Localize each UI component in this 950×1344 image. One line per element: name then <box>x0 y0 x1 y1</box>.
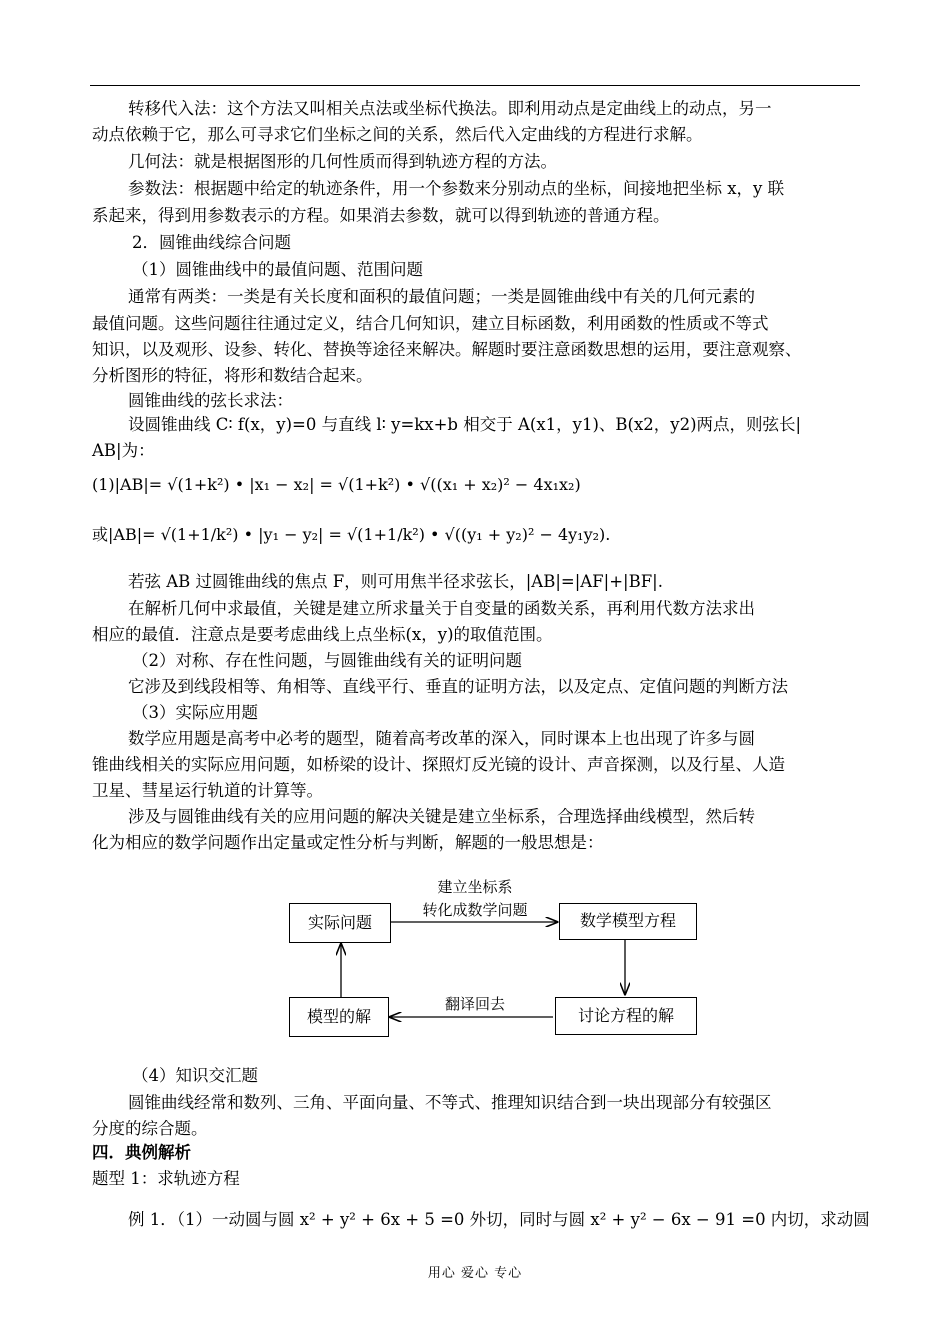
subheading-knowledge: （4）知识交汇题 <box>132 1066 258 1085</box>
subheading-symmetry: （2）对称、存在性问题，与圆锥曲线有关的证明问题 <box>132 651 522 670</box>
paragraph-parameter-method-2: 系起来，得到用参数表示的方程。如果消去参数，就可以得到轨迹的普通方程。 <box>92 206 670 225</box>
label-build-coordinates: 建立坐标系 <box>437 878 513 896</box>
paragraph-chord-setup-1: 设圆锥曲线 C∶ f(x，y)=0 与直线 l∶ y=kx+b 相交于 A(x1，y1)、B(x2，y2)两点，则弦长| <box>128 415 802 434</box>
paragraph-chord-setup-2: AB|为： <box>92 441 155 460</box>
box-model-solution: 模型的解 <box>289 997 389 1037</box>
paragraph-extremum-3: 知识，以及观形、设参、转化、替换等途径来解决。解题时要注意函数思想的运用，要注意观察、 <box>92 340 802 359</box>
formula-chord-y: 或|AB|= √(1+1/k²) • |y₁ − y₂| = √(1+1/k²) • √((y₁ + y₂)² − 4y₁y₂). <box>92 525 611 544</box>
paragraph-coordinate-system-1: 涉及与圆锥曲线有关的应用问题的解决关键是建立坐标系，合理选择曲线模型，然后转 <box>128 807 755 826</box>
box-real-problem: 实际问题 <box>289 903 391 943</box>
paragraph-transfer-method-2: 动点依赖于它，那么可寻求它们坐标之间的关系，然后代入定曲线的方程进行求解。 <box>92 125 703 144</box>
box-discuss-solution: 讨论方程的解 <box>555 997 697 1035</box>
example-1: 例 1．（1）一动圆与圆 x² + y² + 6x + 5 =0 外切，同时与圆 x² + y² − 6x − 91 =0 内切，求动圆 <box>128 1210 870 1229</box>
paragraph-symmetry: 它涉及到线段相等、角相等、直线平行、垂直的证明方法，以及定点、定值问题的判断方法 <box>128 677 788 696</box>
label-translate-back: 翻译回去 <box>444 995 505 1013</box>
paragraph-parameter-method-1: 参数法：根据题中给定的轨迹条件，用一个参数来分别动点的坐标，间接地把坐标 x，y 联 <box>128 179 785 198</box>
paragraph-extremum-2: 最值问题。这些问题往往通过定义，结合几何知识，建立目标函数，利用函数的性质或不等式 <box>92 314 769 333</box>
section-heading-4: 四．典例解析 <box>92 1143 191 1162</box>
paragraph-knowledge-2: 分度的综合题。 <box>92 1119 208 1138</box>
paragraph-coordinate-system-2: 化为相应的数学问题作出定量或定性分析与判断，解题的一般思想是： <box>92 833 604 852</box>
subheading-extremum: （1）圆锥曲线中的最值问题、范围问题 <box>132 260 423 279</box>
paragraph-geometric-method: 几何法：就是根据图形的几何性质而得到轨迹方程的方法。 <box>128 152 557 171</box>
formula-chord-x: (1)|AB|= √(1+k²) • |x₁ − x₂| = √(1+k²) • √((x₁ + x₂)² − 4x₁x₂) <box>92 475 581 494</box>
paragraph-application-2: 锥曲线相关的实际应用问题，如桥梁的设计、探照灯反光镜的设计、声音探测，以及行星、人造 <box>92 755 785 774</box>
paragraph-chord-method: 圆锥曲线的弦长求法： <box>128 391 293 410</box>
paragraph-extremum-4: 分析图形的特征，将形和数结合起来。 <box>92 366 373 385</box>
paragraph-application-1: 数学应用题是高考中必考的题型，随着高考改革的深入，同时课本上也出现了许多与圆 <box>128 729 755 748</box>
page-footer: 用心 爱心 专心 <box>427 1266 523 1281</box>
section-heading-2: 2．圆锥曲线综合问题 <box>132 233 291 252</box>
topic-heading-1: 题型 1：求轨迹方程 <box>92 1169 240 1188</box>
subheading-application: （3）实际应用题 <box>132 703 258 722</box>
paragraph-extremum-1: 通常有两类：一类是有关长度和面积的最值问题；一类是圆锥曲线中有关的几何元素的 <box>128 287 755 306</box>
paragraph-extremum-analytic-1: 在解析几何中求最值，关键是建立所求量关于自变量的函数关系，再利用代数方法求出 <box>128 599 755 618</box>
paragraph-focal-chord: 若弦 AB 过圆锥曲线的焦点 F，则可用焦半径求弦长，|AB|=|AF|+|BF|. <box>128 572 663 591</box>
paragraph-application-3: 卫星、彗星运行轨道的计算等。 <box>92 781 323 800</box>
paragraph-knowledge-1: 圆锥曲线经常和数列、三角、平面向量、不等式、推理知识结合到一块出现部分有较强区 <box>128 1093 772 1112</box>
box-math-model: 数学模型方程 <box>559 903 697 940</box>
paragraph-extremum-analytic-2: 相应的最值．注意点是要考虑曲线上点坐标(x，y)的取值范围。 <box>92 625 553 644</box>
paragraph-transfer-method-1: 转移代入法：这个方法又叫相关点法或坐标代换法。即利用动点是定曲线上的动点，另一 <box>128 99 772 118</box>
label-convert-math: 转化成数学问题 <box>422 901 528 919</box>
